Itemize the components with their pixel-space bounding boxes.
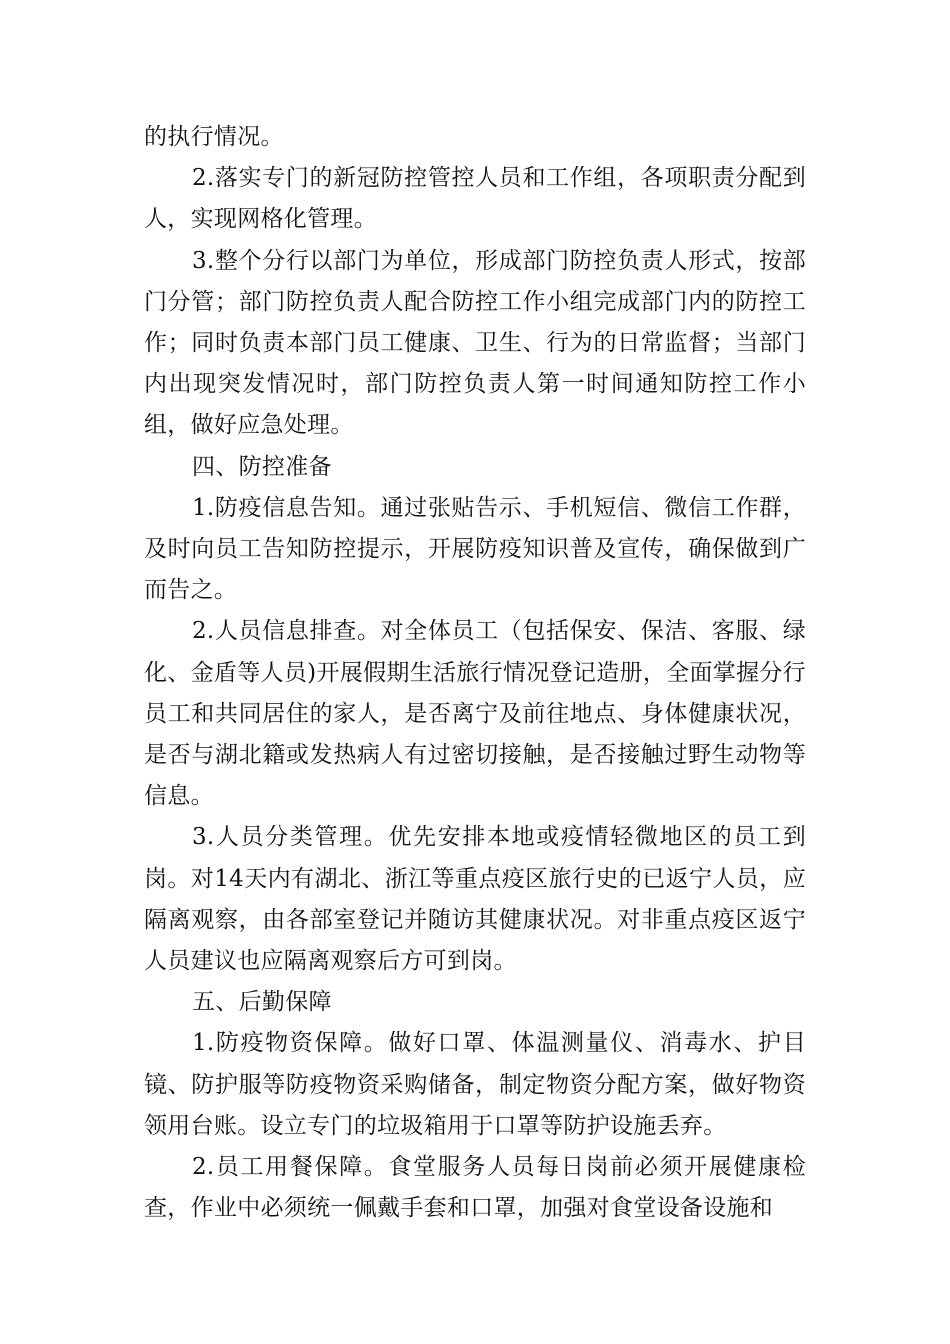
paragraph-work-group: 2.落实专门的新冠防控管控人员和工作组，各项职责分配到人，实现网格化管理。: [144, 165, 806, 233]
paragraph-staff-classification: 3.人员分类管理。优先安排本地或疫情轻微地区的员工到岗。对14天内有湖北、浙江等重点疫区旅行史的已返宁人员，应隔离观察，由各部室登记并随访其健康状况。对非重点疫区返宁人员建议也应隔离观察后方可到岗。: [144, 824, 806, 975]
paragraph-continuation: 的执行情况。: [144, 124, 284, 150]
section-heading-logistics: 五、后勤保障: [192, 989, 332, 1016]
paragraph-staff-screening: 2.人员信息排查。对全体员工（包括保安、保洁、客服、绿化、金盾等人员)开展假期生活旅行情况登记造册，全面掌握分行员工和共同居住的家人，是否离宁及前往地点、身体健康状况，是否与湖北籍或发热病人有过密切接触，是否接触过野生动物等信息。: [144, 618, 806, 810]
paragraph-info-notice: 1.防疫信息告知。通过张贴告示、手机短信、微信工作群，及时向员工告知防控提示，开展防疫知识普及宣传，确保做到广而告之。: [144, 494, 806, 604]
section-heading-prevention-preparation: 四、防控准备: [192, 453, 332, 480]
paragraph-department-responsibility: 3.整个分行以部门为单位，形成部门防控负责人形式，按部门分管；部门防控负责人配合防控工作小组完成部门内的防控工作；同时负责本部门员工健康、卫生、行为的日常监督；当部门内出现突发情况时，部门防控负责人第一时间通知防控工作小组，做好应急处理。: [144, 247, 806, 439]
document-body: [144, 117, 806, 1229]
paragraph-meals: 2.员工用餐保障。食堂服务人员每日岗前必须开展健康检查，作业中必须统一佩戴手套和口罩，加强对食堂设备设施和: [144, 1154, 806, 1222]
paragraph-supplies: 1.防疫物资保障。做好口罩、体温测量仪、消毒水、护目镜、防护服等防疫物资采购储备，制定物资分配方案，做好物资领用台账。设立专门的垃圾箱用于口罩等防护设施丢弃。: [144, 1030, 806, 1139]
